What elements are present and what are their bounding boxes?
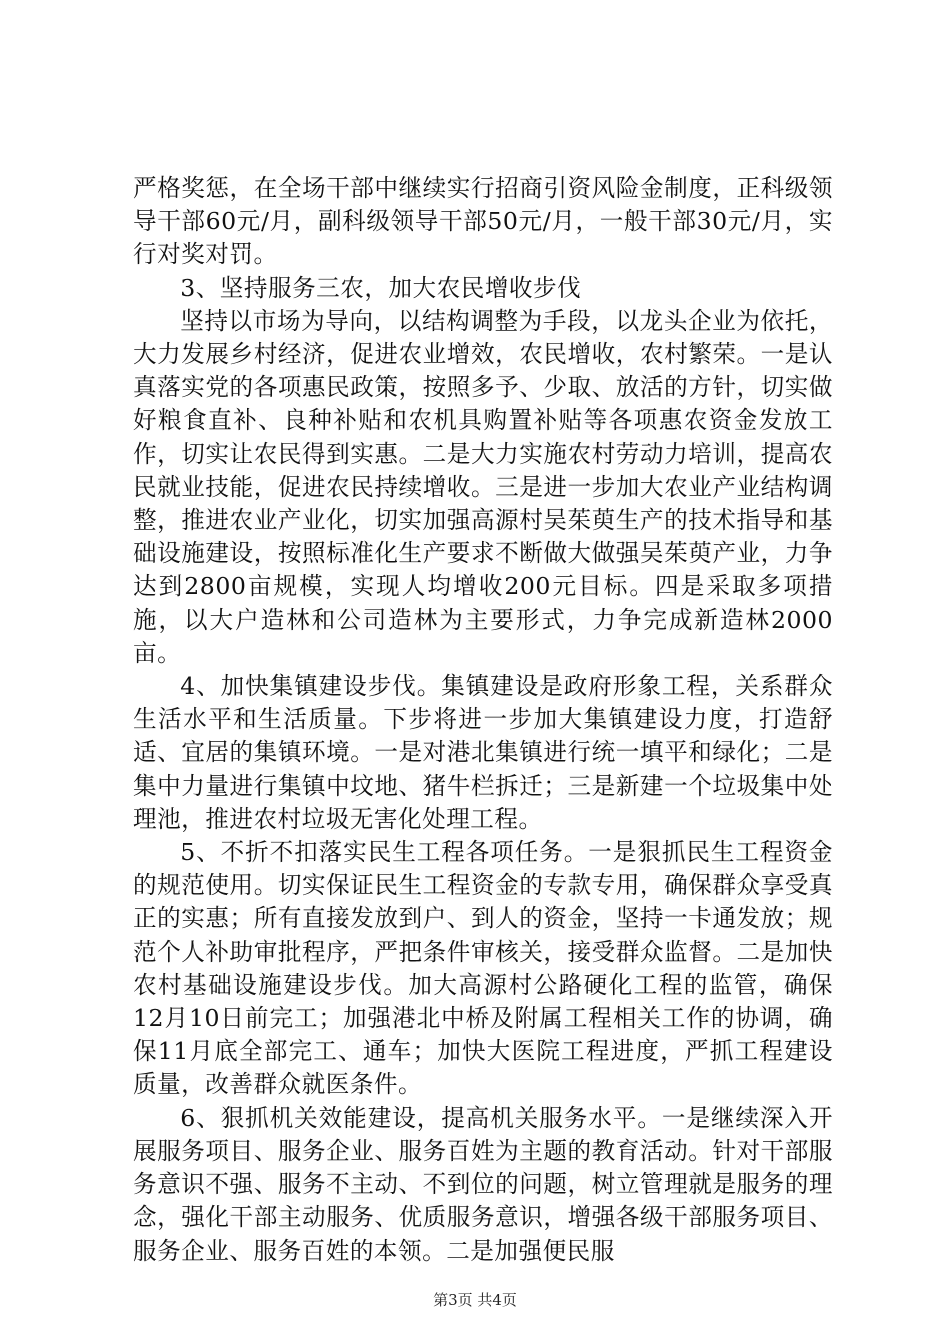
paragraph-section-6: 6、狠抓机关效能建设，提高机关服务水平。一是继续深入开展服务项目、服务企业、服务百姓为主题的教育活动。针对干部服务意识不强、服务不主动、不到位的问题，树立管理就是服务的理念，强化干部主动服务、优质服务意识，增强各级干部服务项目、服务企业、服务百姓的本领。二是加强便民服 [133, 1103, 833, 1265]
section-heading-3: 3、坚持服务三农，加大农民增收步伐 [180, 273, 582, 302]
page-footer: 第3页 共4页 [433, 1291, 517, 1309]
document-body [133, 172, 833, 1268]
paragraph-section-3: 坚持以市场为导向，以结构调整为手段，以龙头企业为依托，大力发展乡村经济，促进农业增效，农民增收，农村繁荣。一是认真落实党的各项惠民政策，按照多予、少取、放活的方针，切实做好粮食直补、良种补贴和农机具购置补贴等各项惠农资金发放工作，切实让农民得到实惠。二是大力实施农村劳动力培训，提高农民就业技能，促进农民持续增收。三是进一步加大农业产业结构调整，推进农业产业化，切实加强高源村吴茱萸生产的技术指导和基础设施建设，按照标准化生产要求不断做大做强吴茱萸产业，力争达到2800亩规模，实现人均增收200元目标。四是采取多项措施，以大户造林和公司造林为主要形式，力争完成新造林2000亩。 [133, 306, 833, 667]
paragraph-continuation: 严格奖惩，在全场干部中继续实行招商引资风险金制度，正科级领导干部60元/月，副科级领导干部50元/月，一般干部30元/月，实行对奖对罚。 [133, 174, 833, 269]
paragraph-section-4: 4、加快集镇建设步伐。集镇建设是政府形象工程，关系群众生活水平和生活质量。下步将进一步加大集镇建设力度，打造舒适、宜居的集镇环境。一是对港北集镇进行统一填平和绿化；二是集中力量进行集镇中坟地、猪牛栏拆迁；三是新建一个垃圾集中处理池，推进农村垃圾无害化处理工程。 [133, 672, 833, 833]
paragraph-section-5: 5、不折不扣落实民生工程各项任务。一是狠抓民生工程资金的规范使用。切实保证民生工程资金的专款专用，确保群众享受真正的实惠；所有直接发放到户、到人的资金，坚持一卡通发放；规范个人补助审批程序，严把条件审核关，接受群众监督。二是加快农村基础设施建设步伐。加大高源村公路硬化工程的监管，确保12月10日前完工；加强港北中桥及附属工程相关工作的协调，确保11月底全部完工、通车；加快大医院工程进度，严抓工程建设质量，改善群众就医条件。 [133, 838, 833, 1099]
